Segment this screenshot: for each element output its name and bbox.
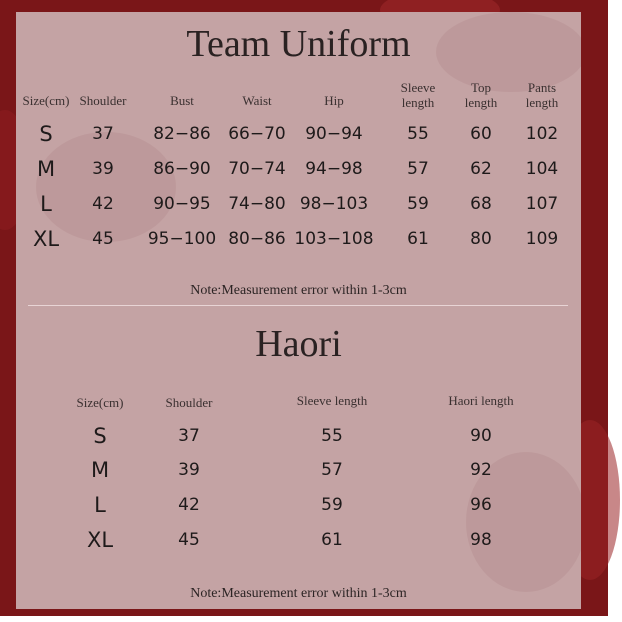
haori-cell: 37: [178, 426, 200, 446]
haori-cell: 57: [321, 460, 343, 480]
haori-cell: XL: [86, 528, 114, 552]
uniform-note: Note:Measurement error within 1-3cm: [190, 283, 407, 298]
haori-cell: 45: [178, 530, 200, 550]
uniform-cell: L: [40, 192, 52, 216]
uniform-cell: 90−94: [305, 124, 363, 144]
uniform-header-4: Hip: [324, 93, 344, 108]
uniform-cell: 94−98: [305, 159, 363, 179]
uniform-cell: 61: [407, 229, 429, 249]
uniform-cell: 90−95: [153, 194, 211, 214]
haori-cell: 98: [470, 530, 492, 550]
uniform-title: Team Uniform: [186, 23, 411, 65]
haori-cell: L: [94, 493, 106, 517]
uniform-cell: 62: [470, 159, 492, 179]
uniform-cell: 74−80: [228, 194, 286, 214]
uniform-cell: 109: [525, 229, 559, 249]
uniform-cell: 39: [92, 159, 114, 179]
uniform-cell: XL: [32, 227, 60, 251]
uniform-cell: 59: [407, 194, 429, 214]
uniform-cell: 80: [470, 229, 492, 249]
uniform-cell: 68: [470, 194, 492, 214]
haori-cell: 90: [470, 426, 492, 446]
uniform-cell: M: [36, 157, 56, 181]
uniform-cell: 60: [470, 124, 492, 144]
haori-header-2: Sleeve length: [296, 393, 368, 408]
haori-cell: 59: [321, 495, 343, 515]
haori-note: Note:Measurement error within 1-3cm: [190, 586, 407, 601]
uniform-cell: 82−86: [153, 124, 211, 144]
haori-header-3: Haori length: [448, 393, 514, 408]
uniform-cell: 95−100: [147, 229, 217, 249]
uniform-cell: 57: [407, 159, 429, 179]
haori-header-0: Size(cm): [76, 395, 124, 410]
uniform-cell: 55: [407, 124, 429, 144]
uniform-cell: 80−86: [228, 229, 286, 249]
uniform-cell: S: [39, 122, 53, 146]
uniform-header-3: Waist: [242, 93, 272, 108]
uniform-cell: 104: [525, 159, 559, 179]
haori-header-1: Shoulder: [165, 395, 213, 410]
haori-cell: 55: [321, 426, 343, 446]
uniform-header-5: Sleeve length: [400, 80, 436, 110]
haori-cell: 61: [321, 530, 343, 550]
haori-cell: M: [90, 458, 110, 482]
section-divider: [28, 305, 568, 306]
uniform-header-7: Pants length: [525, 80, 559, 110]
uniform-cell: 98−103: [299, 194, 369, 214]
uniform-cell: 70−74: [228, 159, 286, 179]
uniform-cell: 66−70: [228, 124, 286, 144]
haori-cell: 96: [470, 495, 492, 515]
background-art-2: [36, 132, 176, 242]
uniform-cell: 86−90: [153, 159, 211, 179]
haori-cell: 39: [178, 460, 200, 480]
uniform-cell: 103−108: [294, 229, 374, 249]
uniform-cell: 102: [525, 124, 559, 144]
haori-cell: 42: [178, 495, 200, 515]
haori-title: Haori: [255, 323, 342, 365]
haori-cell: 92: [470, 460, 492, 480]
uniform-cell: 45: [92, 229, 114, 249]
size-chart-panel: [16, 12, 581, 609]
uniform-header-6: Top length: [464, 80, 498, 110]
uniform-cell: 107: [525, 194, 559, 214]
uniform-header-2: Bust: [170, 93, 194, 108]
uniform-header-1: Shoulder: [79, 93, 127, 108]
uniform-header-0: Size(cm): [22, 93, 70, 108]
uniform-cell: 37: [92, 124, 114, 144]
uniform-cell: 42: [92, 194, 114, 214]
haori-cell: S: [93, 424, 107, 448]
